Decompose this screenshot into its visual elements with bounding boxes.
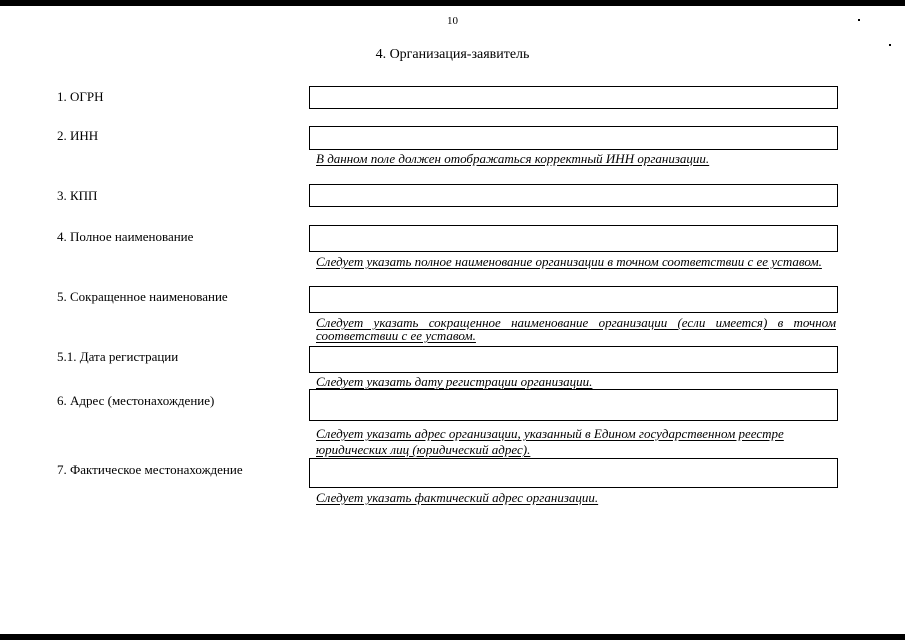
hint-legal-address: Следует указать адрес организации, указанный в Едином государственном реестре юридических лиц (юридический адрес). — [316, 426, 784, 457]
actual-address-input[interactable] — [309, 458, 838, 488]
ogrn-input[interactable] — [309, 86, 838, 109]
full-name-input[interactable] — [309, 225, 838, 252]
field-label-kpp: 3. КПП — [57, 188, 98, 203]
hint-inn: В данном поле должен отображаться корректный ИНН организации. — [316, 151, 710, 166]
legal-address-input[interactable] — [309, 389, 838, 421]
scan-bottom-edge — [0, 634, 905, 640]
hint-actual-address: Следует указать фактический адрес организации. — [316, 490, 599, 505]
scan-top-edge — [0, 0, 905, 6]
field-label-ogrn: 1. ОГРН — [57, 89, 104, 104]
hint-full-name: Следует указать полное наименование организации в точном соответствии с ее уставом. — [316, 254, 822, 269]
field-label-legal-address: 6. Адрес (местонахождение) — [57, 393, 215, 408]
field-label-short-name: 5. Сокращенное наименование — [57, 289, 228, 304]
hint-short-name: Следует указать сокращенное наименование организации (если имеется) в точном соответствии с ее уставом. — [316, 315, 836, 343]
section-title: 4. Организация-заявитель — [375, 47, 530, 62]
scan-speck — [858, 19, 860, 21]
scan-speck — [889, 44, 891, 46]
field-label-actual-address: 7. Фактическое местонахождение — [57, 462, 243, 477]
inn-input[interactable] — [309, 126, 838, 150]
field-label-registration-date: 5.1. Дата регистрации — [57, 349, 179, 364]
kpp-input[interactable] — [309, 184, 838, 207]
page-number: 10 — [447, 15, 458, 27]
field-label-inn: 2. ИНН — [57, 128, 99, 143]
hint-registration-date: Следует указать дату регистрации организации. — [316, 374, 593, 389]
field-label-full-name: 4. Полное наименование — [57, 229, 194, 244]
registration-date-input[interactable] — [309, 346, 838, 373]
short-name-input[interactable] — [309, 286, 838, 313]
